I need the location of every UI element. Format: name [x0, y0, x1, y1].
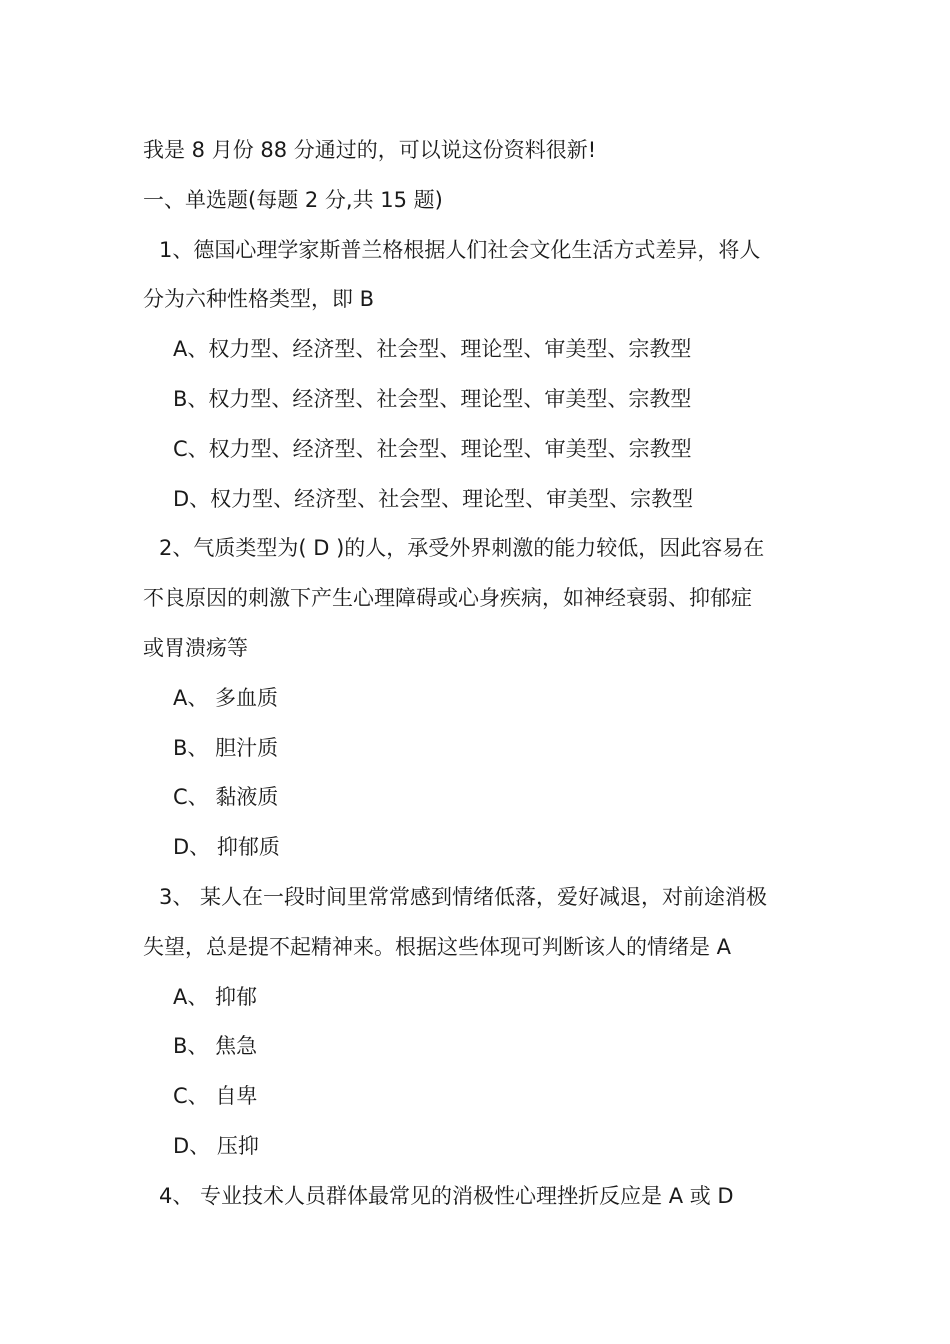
question-2-option-d: D、 抑郁质 [173, 835, 280, 860]
question-2-option-b: B、 胆汁质 [173, 735, 279, 760]
question-1-stem-continued: 分为六种性格类型，即 B [143, 287, 375, 312]
question-4-stem: 4、 专业技术人员群体最常见的消极性心理挫折反应是 A 或 D [159, 1183, 734, 1208]
question-1-option-c: C、权力型、经济型、社会型、理论型、审美型、宗教型 [173, 436, 692, 461]
section-title: 一、单选题(每题 2 分,共 15 题) [143, 187, 443, 212]
question-2-stem-continued-2: 或胃溃疡等 [143, 635, 248, 660]
question-1-stem: 1、德国心理学家斯普兰格根据人们社会文化生活方式差异，将人 [159, 237, 761, 262]
question-3-stem: 3、 某人在一段时间里常常感到情绪低落，爱好减退，对前途消极 [159, 884, 768, 909]
question-1-option-a: A、权力型、经济型、社会型、理论型、审美型、宗教型 [173, 337, 692, 362]
question-3-option-d: D、 压抑 [173, 1133, 259, 1158]
question-3-stem-continued: 失望，总是提不起精神来。根据这些体现可判断该人的情绪是 A [143, 934, 732, 959]
question-2-option-a: A、 多血质 [173, 685, 279, 710]
question-3-option-b: B、 焦急 [173, 1034, 258, 1059]
intro-text: 我是 8 月份 88 分通过的，可以说这份资料很新! [143, 138, 597, 162]
question-2-stem-continued: 不良原因的刺激下产生心理障碍或心身疾病，如神经衰弱、抑郁症 [143, 586, 752, 611]
document-body [143, 126, 823, 1222]
question-3-option-a: A、 抑郁 [173, 984, 258, 1009]
question-1-option-b: B、权力型、经济型、社会型、理论型、审美型、宗教型 [173, 386, 692, 411]
question-2-stem: 2、气质类型为( D )的人，承受外界刺激的能力较低，因此容易在 [159, 536, 765, 561]
question-3-option-c: C、 自卑 [173, 1084, 258, 1109]
question-2-option-c: C、 黏液质 [173, 785, 279, 810]
question-1-option-d: D、权力型、经济型、社会型、理论型、审美型、宗教型 [173, 486, 694, 511]
